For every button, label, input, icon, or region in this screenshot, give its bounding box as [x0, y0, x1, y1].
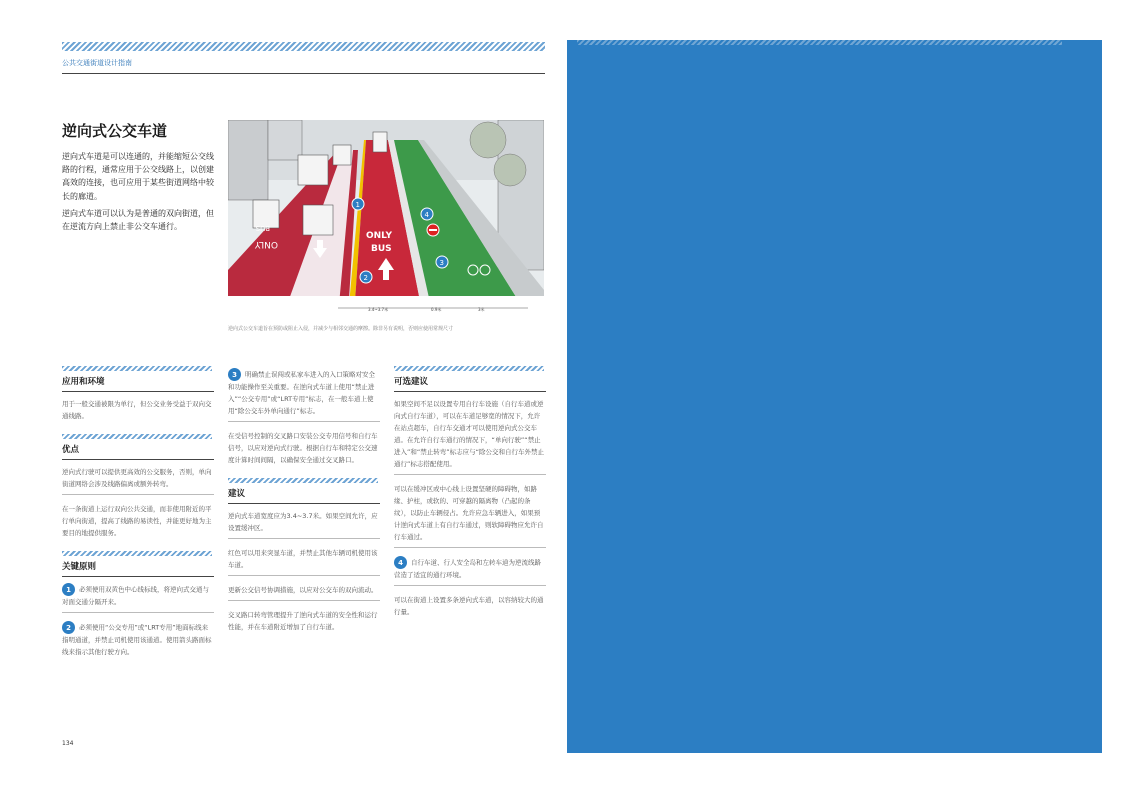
optional-paragraph: 可以在街道上设置多条逆向式车道，以容纳较大的通行量。	[394, 596, 544, 616]
section-hatch	[62, 366, 212, 371]
illustration-caption: 逆向式公交车道旨在预防或阻止入侵，并减少与相邻交通的摩擦。除非另有说明，否则应使用常规尺寸	[228, 326, 454, 332]
number-badge: 1	[62, 583, 75, 596]
section-title: 逆向式公交车道	[62, 122, 168, 140]
section-hatch	[228, 478, 378, 483]
principle-text: 必须使用“公交专用”或“LRT专用”地面标线来指明通道，并禁止司机使用该通道。使用箭头路面标线来指示其他行驶方向。	[62, 623, 212, 656]
recommendation-paragraph: 逆向式车道宽度应为3.4~3.7米。如果空间允许，应设置缓冲区。	[228, 508, 380, 539]
principle-text: 明确禁止误闯或私家车进入的入口策略对安全和功能操作至关重要。在逆向式车道上使用“禁止进入”“公交专用”或“LRT专用”标志，在一般车道上使用“除公交车外单向通行”标志。	[228, 370, 375, 415]
number-badge: 4	[394, 556, 407, 569]
callout-number: 4	[424, 211, 429, 219]
number-badge: 3	[228, 368, 241, 381]
optional-paragraph: 如果空间不足以设置专用自行车设施（自行车道或逆向式自行车道），可以在车道足够宽的情况下，允许在站点超车，自行车交通才可以使用逆向式公交车道。在允许自行车通行的情况下，“单向行驶”“禁止进入”和“禁止转弯”标志应与“除公交和自行车外禁止通行”标志搭配使用。	[394, 396, 546, 475]
principle-text: 自行车道、行人安全岛和左转车道为逆流线路营造了适宜的通行环境。	[394, 558, 541, 579]
principle-item	[394, 554, 546, 586]
page-number: 134	[62, 740, 74, 747]
application-text: 用于一般交通被限为单行，但公交业务受益于双向交通线路。	[62, 400, 212, 420]
recommendation-paragraph: 红色可以用来突显车道，并禁止其他车辆司机使用该车道。	[228, 545, 380, 576]
section-hatch	[62, 551, 212, 556]
principle-item	[62, 581, 214, 613]
road-mark: BUS	[371, 244, 392, 254]
dimension-label: 3.4~3.7米	[368, 307, 389, 312]
road-mark: ONLY	[254, 239, 278, 249]
road-mark: ONLY	[366, 231, 393, 241]
road-mark: BUS	[255, 224, 270, 232]
intro-paragraph: 逆向式车道是可以连通的，并能缩短公交线路的行程，通常应用于公交线路上，以创建高效的连接，也可应用于某些街道网络中较长的廊道。	[62, 152, 214, 201]
intro-text	[62, 150, 218, 237]
heading-key-principles: 关键原则	[62, 560, 214, 577]
heading-optional: 可选建议	[394, 375, 546, 392]
recommendation-paragraph: 更新公交信号协调措施，以应对公交车的双向流动。	[228, 582, 380, 601]
dimension-label: 0.9米	[431, 307, 442, 312]
principle-text: 必须使用双黄色中心线标线，将逆向式交通与对面交通分隔开来。	[62, 585, 209, 606]
street-illustration-graphic	[228, 120, 544, 316]
header-rule	[62, 73, 545, 74]
header-hatch-band	[62, 42, 545, 51]
heading-advantages: 优点	[62, 443, 214, 460]
right-page-blue-panel	[567, 40, 1102, 753]
principle-item	[228, 366, 380, 422]
signal-paragraph: 在受信号控制的交叉路口安装公交专用信号和自行车信号，以应对逆向式行驶。根据自行车和特定公交速度计算时间间隔，以确保安全通过交叉路口。	[228, 432, 378, 464]
intro-paragraph: 逆向式车道可以认为是普通的双向街道，但在逆流方向上禁止非公交车通行。	[62, 208, 214, 232]
advantages-paragraph: 在一条街道上运行双向公共交通，而非使用附近的平行单向街道，提高了线路的易读性，并能更好地为主要目的地提供服务。	[62, 505, 212, 537]
optional-paragraph: 可以在缓冲区或中心线上设置坚硬的障碍物，如路缘、护柱，或软的、可穿越的隔离物（凸起的条纹），以防止车辆侵占。允许应急车辆进入，如果预计逆向式车道上有自行车通过，则软障碍物应允许自行车通过。	[394, 481, 546, 548]
column-1	[62, 366, 214, 668]
recommendation-paragraph: 交叉路口转弯管理提升了逆向式车道的安全性和运行性能，并在车道附近增加了自行车道。	[228, 611, 378, 631]
column-3	[394, 366, 546, 628]
section-hatch	[394, 366, 544, 371]
callout-number: 2	[363, 274, 368, 282]
advantages-paragraph: 逆向式行驶可以提供更高效的公交服务，否则，单向街道网络会涉及线路偏离或额外转弯。	[62, 464, 214, 495]
number-badge: 2	[62, 621, 75, 634]
dimension-label: 3米	[478, 307, 485, 312]
heading-recommendations: 建议	[228, 487, 380, 504]
principle-item	[62, 619, 214, 662]
right-page-hatch	[577, 40, 1062, 45]
running-head: 公共交通街道设计指南	[62, 59, 132, 67]
callout-number: 3	[439, 259, 444, 267]
callout-number: 1	[355, 201, 360, 209]
section-hatch	[62, 434, 212, 439]
column-2	[228, 366, 380, 643]
street-illustration	[228, 120, 544, 316]
heading-application: 应用和环境	[62, 375, 214, 392]
